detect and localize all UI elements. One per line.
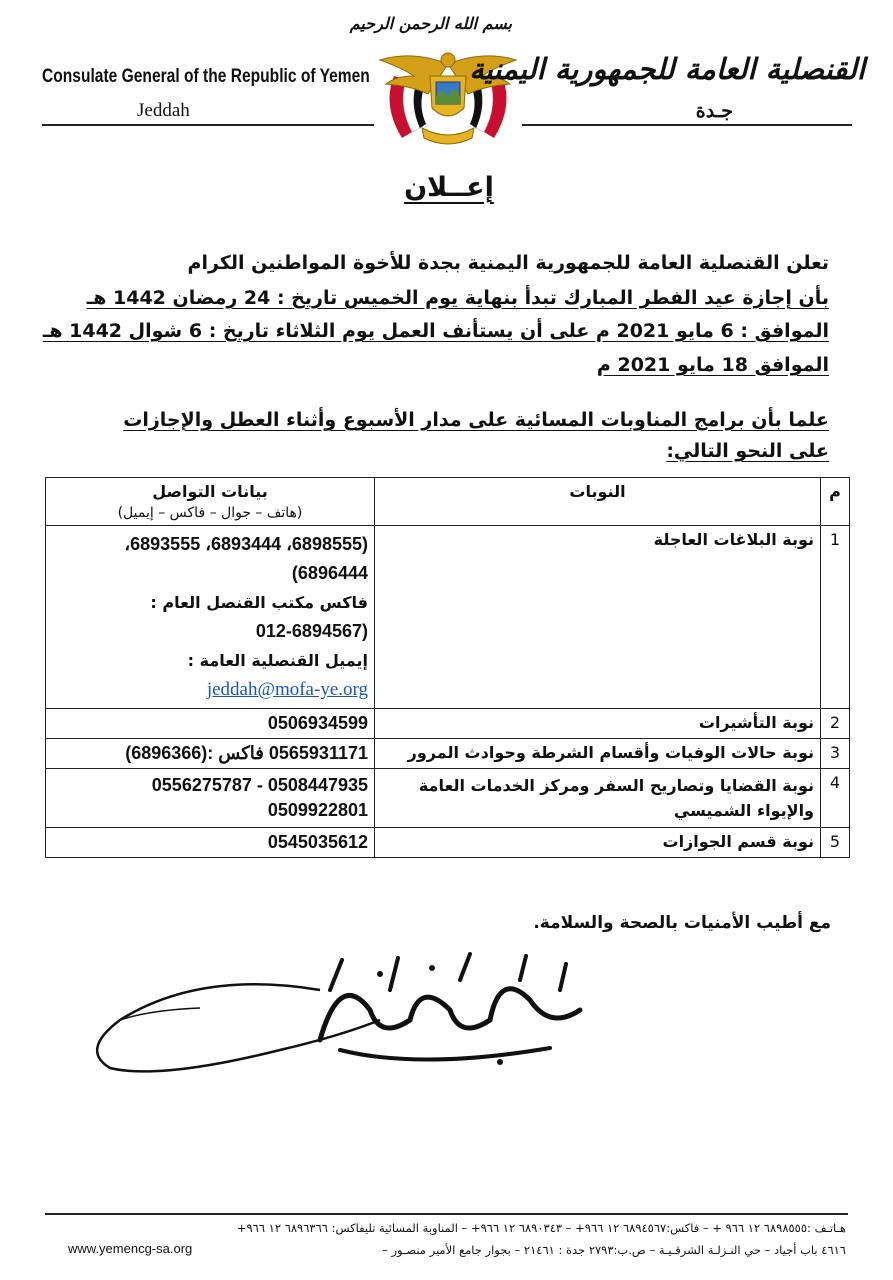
- phone-list: (6898555، 6893444، 6893555،: [124, 534, 368, 554]
- row-num: 3: [821, 739, 850, 769]
- header-shift: النوبات: [375, 478, 821, 526]
- table-row: [46, 739, 850, 769]
- duty-rota-table: [45, 477, 850, 858]
- row-shift: نوبة قسم الجوازات: [375, 828, 821, 858]
- notice-line-6: على النحو التالي:: [666, 440, 829, 462]
- city-arabic: جـدة: [695, 100, 733, 122]
- footer-rule: [45, 1213, 848, 1215]
- notice-line-4: الموافق 18 مايو 2021 م: [596, 354, 829, 376]
- consulate-title-arabic: القنصلية العامة للجمهورية اليمنية: [469, 52, 865, 86]
- table-header-row: [46, 478, 850, 526]
- notice-line-1: تعلن القنصلية العامة للجمهورية اليمنية بجدة للأخوة المواطنين الكرام: [187, 252, 829, 274]
- row-contact: 0565931171 فاكس :(6896366): [46, 739, 375, 769]
- notice-line-3: الموافق : 6 مايو 2021 م على أن يستأنف العمل يوم الثلاثاء تاريخ : 6 شوال 1442 هـ: [42, 320, 829, 342]
- email-label: إيميل القنصلية العامة :: [187, 651, 368, 670]
- row-contact: [46, 769, 375, 828]
- header-contact: بيانات التواصل (هاتف – جوال – فاكس – إيميل): [46, 478, 375, 526]
- notice-title: إعــلان: [404, 172, 494, 203]
- row-contact: 0545035612: [46, 828, 375, 858]
- closing-wishes: مع أطيب الأمنيات بالصحة والسلامة.: [533, 913, 831, 933]
- row-contact: [46, 526, 375, 709]
- header-num: م: [821, 478, 850, 526]
- row-shift: نوبة القضايا وتصاريح السفر ومركز الخدمات العامة والإيواء الشميسي: [375, 769, 821, 828]
- greeting-calligraphy: [80, 950, 600, 1080]
- table-row: [46, 709, 850, 739]
- row-shift: نوبة حالات الوفيات وأقسام الشرطة وحوادث المرور: [375, 739, 821, 769]
- row-num: 5: [821, 828, 850, 858]
- phone-list: 0508447935 - 0556275787: [151, 775, 368, 795]
- notice-line-2: بأن إجازة عيد الفطر المبارك تبدأ بنهاية يوم الخميس تاريخ : 24 رمضان 1442 هـ: [86, 287, 829, 309]
- header-rule-right: [522, 124, 852, 126]
- consulate-title-english: Consulate General of the Republic of Yemen: [42, 66, 370, 87]
- row-contact: 0506934599: [46, 709, 375, 739]
- fax-label: فاكس مكتب القنصل العام :: [150, 593, 368, 612]
- table-row: [46, 769, 850, 828]
- footer-contacts: هـاتـف :٦٨٩٨٥٥٥ ١٢ ٩٦٦ + – فاكس:٦٨٩٤٥٦٧ ١٢ ٩٦٦+ – ٦٨٩٠٣٤٣ ١٢ ٩٦٦+ – المناوبة المسائية تليفاكس: ٦٨٩٦٣٦٦ ١٢ ٩٦٦+: [236, 1221, 846, 1235]
- phone-list-cont: 6896444): [291, 563, 368, 583]
- phone-list-cont: 0509922801: [267, 800, 368, 820]
- header-rule-left: [42, 124, 374, 126]
- city-english: Jeddah: [137, 100, 190, 121]
- table-row: [46, 526, 850, 709]
- footer-address: ٤٦١٦ باب أجياد – حي النـزلـة الشرقـيـة – ص.ب:٢٧٩٣ جدة : ٢١٤٦١ – بجوار جامع الأمير منصـور –: [382, 1243, 846, 1257]
- footer-website[interactable]: www.yemencg-sa.org: [68, 1241, 193, 1256]
- row-shift: نوبة البلاغات العاجلة: [375, 526, 821, 709]
- row-num: 4: [821, 769, 850, 828]
- fax-value: (012-6894567: [255, 621, 368, 641]
- row-shift: نوبة التأشيرات: [375, 709, 821, 739]
- email-link[interactable]: jeddah@mofa-ye.org: [206, 679, 368, 700]
- table-row: [46, 828, 850, 858]
- row-num: 2: [821, 709, 850, 739]
- row-num: 1: [821, 526, 850, 709]
- notice-line-5: علما بأن برامج المناوبات المسائية على مدار الأسبوع وأثناء العطل والإجازات: [123, 409, 829, 431]
- basmala: بسم الله الرحمن الرحيم: [349, 14, 512, 33]
